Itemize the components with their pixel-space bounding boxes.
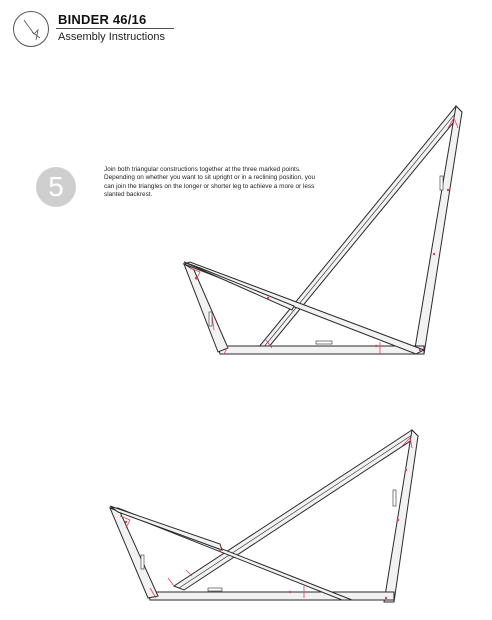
- page-subtitle: Assembly Instructions: [58, 31, 165, 43]
- beam: [174, 430, 418, 590]
- upright-chair-illustration: [184, 106, 462, 354]
- reclining-chair-illustration: [110, 430, 418, 602]
- beam: [414, 106, 462, 354]
- page-title: BINDER 46/16: [58, 12, 147, 27]
- step-number-badge: 5: [36, 167, 76, 207]
- beam: [218, 346, 424, 354]
- beam: [384, 430, 418, 602]
- instruction-line: Join both triangular constructions together at the three marked points.: [104, 166, 301, 173]
- instruction-line: Depending on whether you want to sit upright or in a reclining position, you can join the triangles on the longer or shorter leg to achieve a more or less slanted backrest.: [104, 174, 316, 198]
- beam: [148, 592, 394, 600]
